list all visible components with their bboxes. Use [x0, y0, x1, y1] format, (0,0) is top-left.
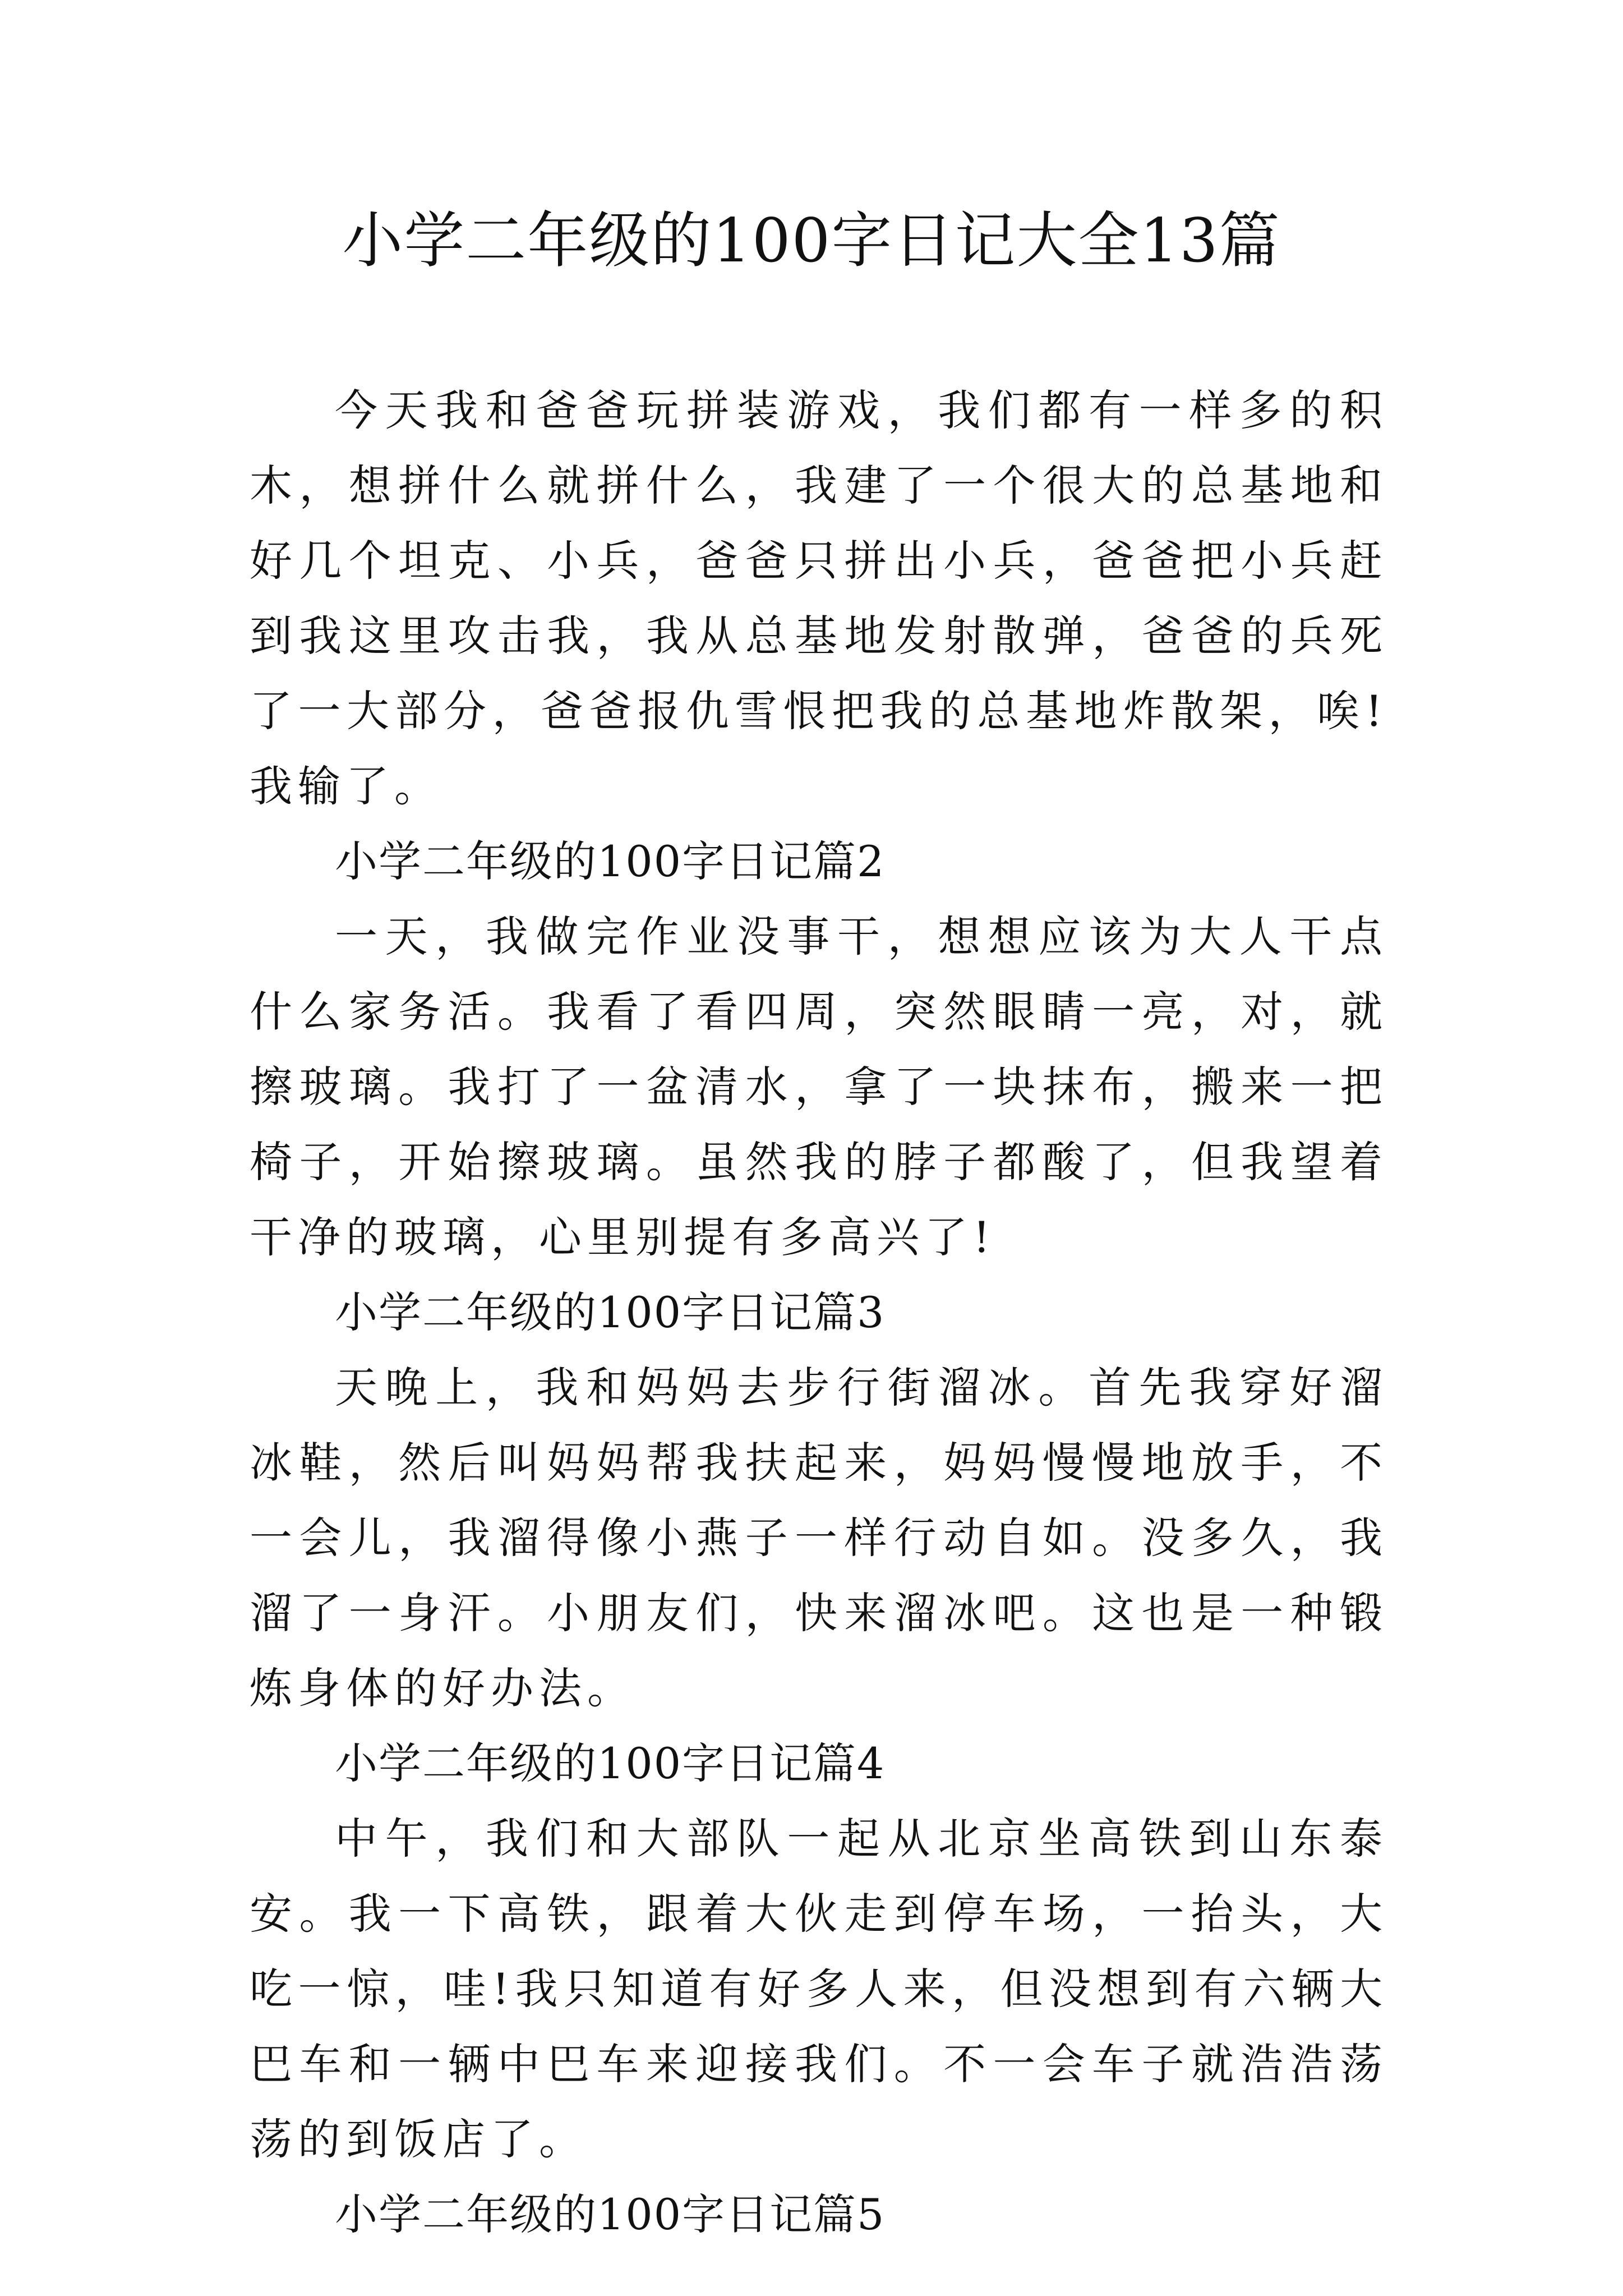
diary-entry-3-body: 天晚上，我和妈妈去步行街溜冰。首先我穿好溜冰鞋，然后叫妈妈帮我扶起来，妈妈慢慢地放手，不一会儿，我溜得像小燕子一样行动自如。没多久，我溜了一身汗。小朋友们，快来溜冰吧。这也是一种锻炼身体的好办法。	[250, 1363, 1388, 1713]
diary-entry-2-heading: 小学二年级的100字日记篇2	[335, 836, 886, 886]
diary-entry-4-body: 中午，我们和大部队一起从北京坐高铁到山东泰安。我一下高铁，跟着大伙走到停车场，一抬头，大吃一惊，哇!我只知道有好多人来，但没想到有六辆大巴车和一辆中巴车来迎接我们。不一会车子就浩浩荡荡的到饭店了。	[250, 1814, 1388, 2164]
diary-entry-1-body: 今天我和爸爸玩拼装游戏，我们都有一样多的积木，想拼什么就拼什么，我建了一个很大的总基地和好几个坦克、小兵，爸爸只拼出小兵，爸爸把小兵赶到我这里攻击我，我从总基地发射散弹，爸爸的兵死了一大部分，爸爸报仇雪恨把我的总基地炸散架，唉!我输了。	[250, 385, 1388, 811]
diary-entry-5-heading: 小学二年级的100字日记篇5	[335, 2189, 886, 2239]
diary-entry-3-heading: 小学二年级的100字日记篇3	[335, 1287, 886, 1337]
document-title: 小学二年级的100字日记大全13篇	[342, 206, 1281, 276]
document-body	[250, 373, 1388, 2252]
diary-entry-2-body: 一天，我做完作业没事干，想想应该为大人干点什么家务活。我看了看四周，突然眼睛一亮，对，就擦玻璃。我打了一盆清水，拿了一块抹布，搬来一把椅子，开始擦玻璃。虽然我的脖子都酸了，但我望着干净的玻璃，心里别提有多高兴了!	[250, 912, 1388, 1262]
diary-entry-4-heading: 小学二年级的100字日记篇4	[335, 1738, 886, 1788]
